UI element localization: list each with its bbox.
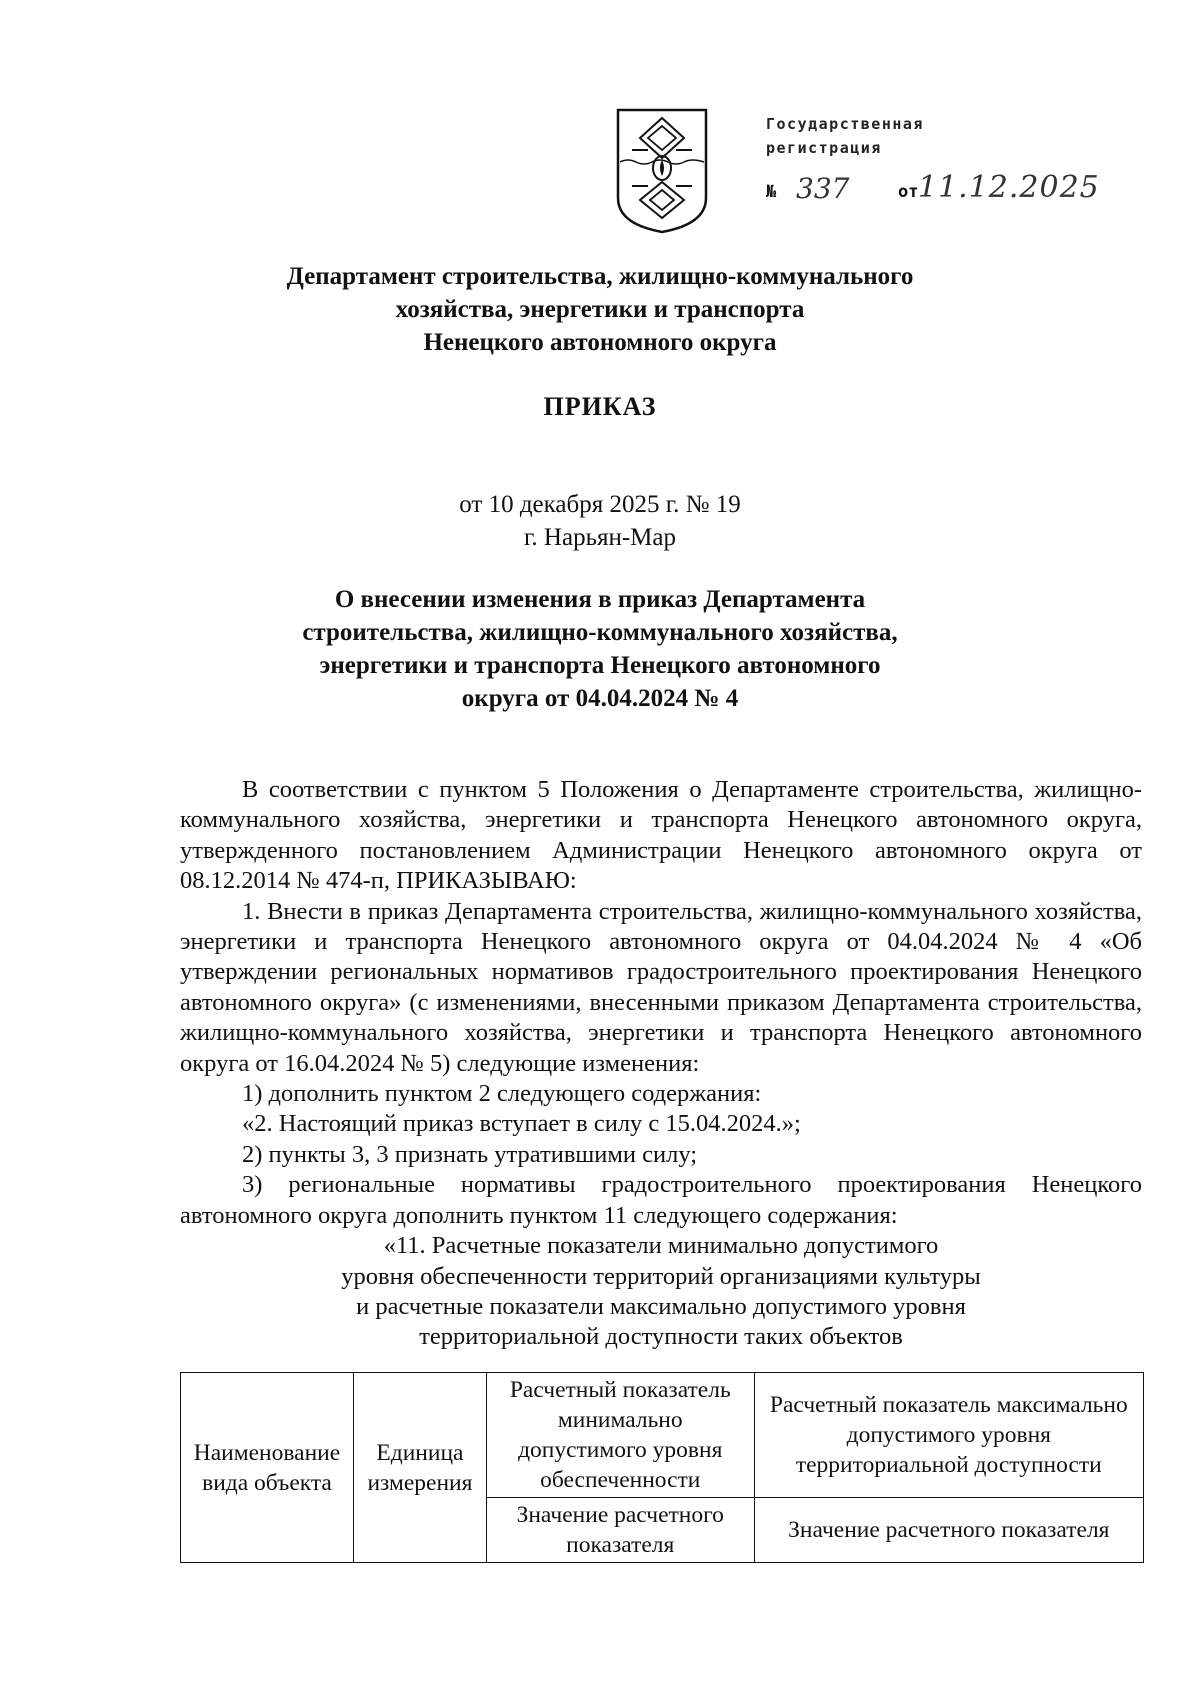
sub-item-3: 3) региональные нормативы градостроительного проектирования Ненецкого автономного округа дополнить пунктом 11 следующего содержания: <box>180 1171 1142 1229</box>
table-header-object-type: Наименование вида объекта <box>181 1373 354 1563</box>
registration-date: 11.12.2025 <box>918 170 1100 205</box>
subject-line: строительства, жилищно-коммунального хозяйства, <box>302 619 898 646</box>
order-date: от 10 декабря 2025 г. № 19 <box>459 491 741 518</box>
table-header-max-accessibility: Расчетный показатель максимально допустимого уровня территориальной доступности <box>754 1373 1143 1498</box>
sub-item-1-quote: «2. Настоящий приказ вступает в силу с 15.04.2024.»; <box>242 1110 801 1138</box>
registration-title-line1: Государственная <box>766 115 924 133</box>
table-subheader-value: Значение расчетного показателя <box>754 1498 1143 1563</box>
order-subject <box>0 583 1200 715</box>
table-header-unit: Единица измерения <box>353 1373 486 1563</box>
registration-stamp <box>766 112 924 160</box>
registration-title-line2: регистрация <box>766 139 882 157</box>
department-line: Департамент строительства, жилищно-коммунального <box>286 263 914 290</box>
item-1-paragraph: 1. Внести в приказ Департамента строительства, жилищно-коммунального хозяйства, энергетики и транспорта Ненецкого автономного округа от 04.04.2024 № 4 «Об утверждении региональных нормативов градостроительного проектирования Ненецкого автономного округа» (с изменениями, внесенными приказом Департамента строительства, жилищно-коммунального хозяйства, энергетики и транспорта Ненецкого автономного округа от 16.04.2024 № 5) следующие изменения: <box>180 897 1142 1077</box>
department-line: хозяйства, энергетики и транспорта <box>395 296 805 323</box>
sub-item-2: 2) пункты 3, 3 признать утратившими силу; <box>242 1140 698 1168</box>
department-line: Ненецкого автономного округа <box>423 329 777 356</box>
section-heading-line: уровня обеспеченности территорий организациями культуры <box>341 1262 981 1290</box>
sub-item-1: 1) дополнить пунктом 2 следующего содержания: <box>242 1080 762 1108</box>
department-name <box>0 260 1200 359</box>
table-subheader-value: Значение расчетного показателя <box>486 1498 754 1563</box>
coat-of-arms-emblem <box>614 106 710 236</box>
registration-date-label: от <box>898 182 919 202</box>
preamble-paragraph: В соответствии с пунктом 5 Положения о Департаменте строительства, жилищно-коммунального хозяйства, энергетики и транспорта Ненецкого автономного округа, утвержденного постановлением Администрации Ненецкого автономного округа от 08.12.2014 № 474-п, ПРИКАЗЫВАЮ: <box>180 776 1142 895</box>
section-heading-line: территориальной доступности таких объектов <box>419 1323 903 1351</box>
section-heading-line: и расчетные показатели максимально допустимого уровня <box>356 1292 966 1320</box>
section-heading-line: «11. Расчетные показатели минимально допустимого <box>383 1232 939 1260</box>
order-body <box>180 775 1142 1353</box>
order-date-block <box>0 488 1200 554</box>
registration-number: 337 <box>796 172 850 205</box>
section-11-heading <box>180 1231 1142 1353</box>
norms-table <box>180 1372 1144 1563</box>
table-header-row <box>181 1373 1144 1498</box>
order-city: г. Нарьян-Мар <box>523 524 676 551</box>
subject-line: О внесении изменения в приказ Департамента <box>334 586 866 613</box>
registration-number-label: № <box>766 182 777 202</box>
subject-line: округа от 04.04.2024 № 4 <box>461 685 739 712</box>
document-type: ПРИКАЗ <box>543 392 657 421</box>
subject-line: энергетики и транспорта Ненецкого автономного <box>319 652 881 679</box>
table-header-min-provision: Расчетный показатель минимально допустимого уровня обеспеченности <box>486 1373 754 1498</box>
